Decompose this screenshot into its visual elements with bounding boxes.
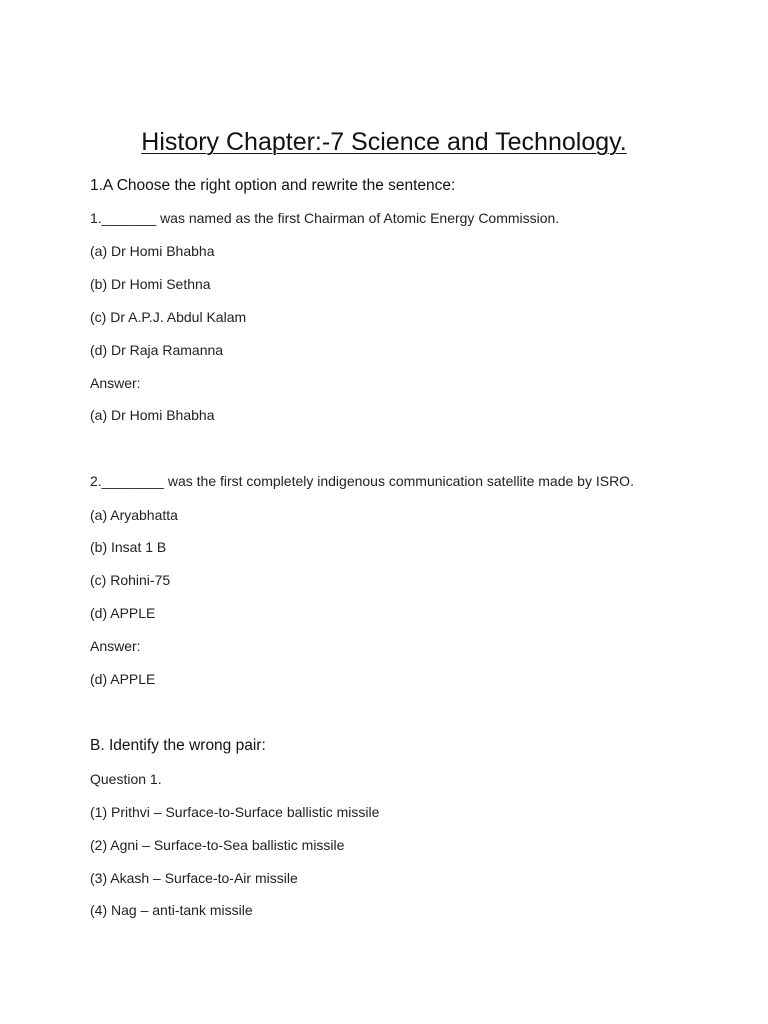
pair-4: (4) Nag – anti-tank missile	[90, 902, 253, 918]
question-1-answer-label: Answer:	[90, 375, 141, 391]
question-2-answer: (d) APPLE	[90, 671, 156, 687]
section-b-question-label: Question 1.	[90, 771, 162, 787]
question-2-option-c: (c) Rohini-75	[90, 572, 171, 588]
question-2-text: 2.________ was the first completely indigenous communication satellite made by ISRO.	[90, 473, 634, 489]
pair-1: (1) Prithvi – Surface-to-Surface ballistic missile	[90, 804, 380, 820]
question-1-answer: (a) Dr Homi Bhabha	[90, 407, 215, 423]
question-2-option-d: (d) APPLE	[90, 605, 156, 621]
question-1-option-a: (a) Dr Homi Bhabha	[90, 243, 215, 259]
question-1-option-b: (b) Dr Homi Sethna	[90, 276, 211, 292]
question-1-option-d: (d) Dr Raja Ramanna	[90, 342, 224, 358]
section-b-heading: B. Identify the wrong pair:	[90, 737, 266, 754]
question-2-option-a: (a) Aryabhatta	[90, 507, 178, 523]
section-a-heading: 1.A Choose the right option and rewrite the sentence:	[90, 177, 456, 194]
pair-2: (2) Agni – Surface-to-Sea ballistic missile	[90, 837, 345, 853]
question-1-text: 1._______ was named as the first Chairman of Atomic Energy Commission.	[90, 210, 560, 226]
question-1-option-c: (c) Dr A.P.J. Abdul Kalam	[90, 309, 247, 325]
page-title: History Chapter:-7 Science and Technology.	[141, 128, 627, 156]
question-2-answer-label: Answer:	[90, 638, 141, 654]
question-2-option-b: (b) Insat 1 B	[90, 539, 167, 555]
pair-3: (3) Akash – Surface-to-Air missile	[90, 870, 298, 886]
